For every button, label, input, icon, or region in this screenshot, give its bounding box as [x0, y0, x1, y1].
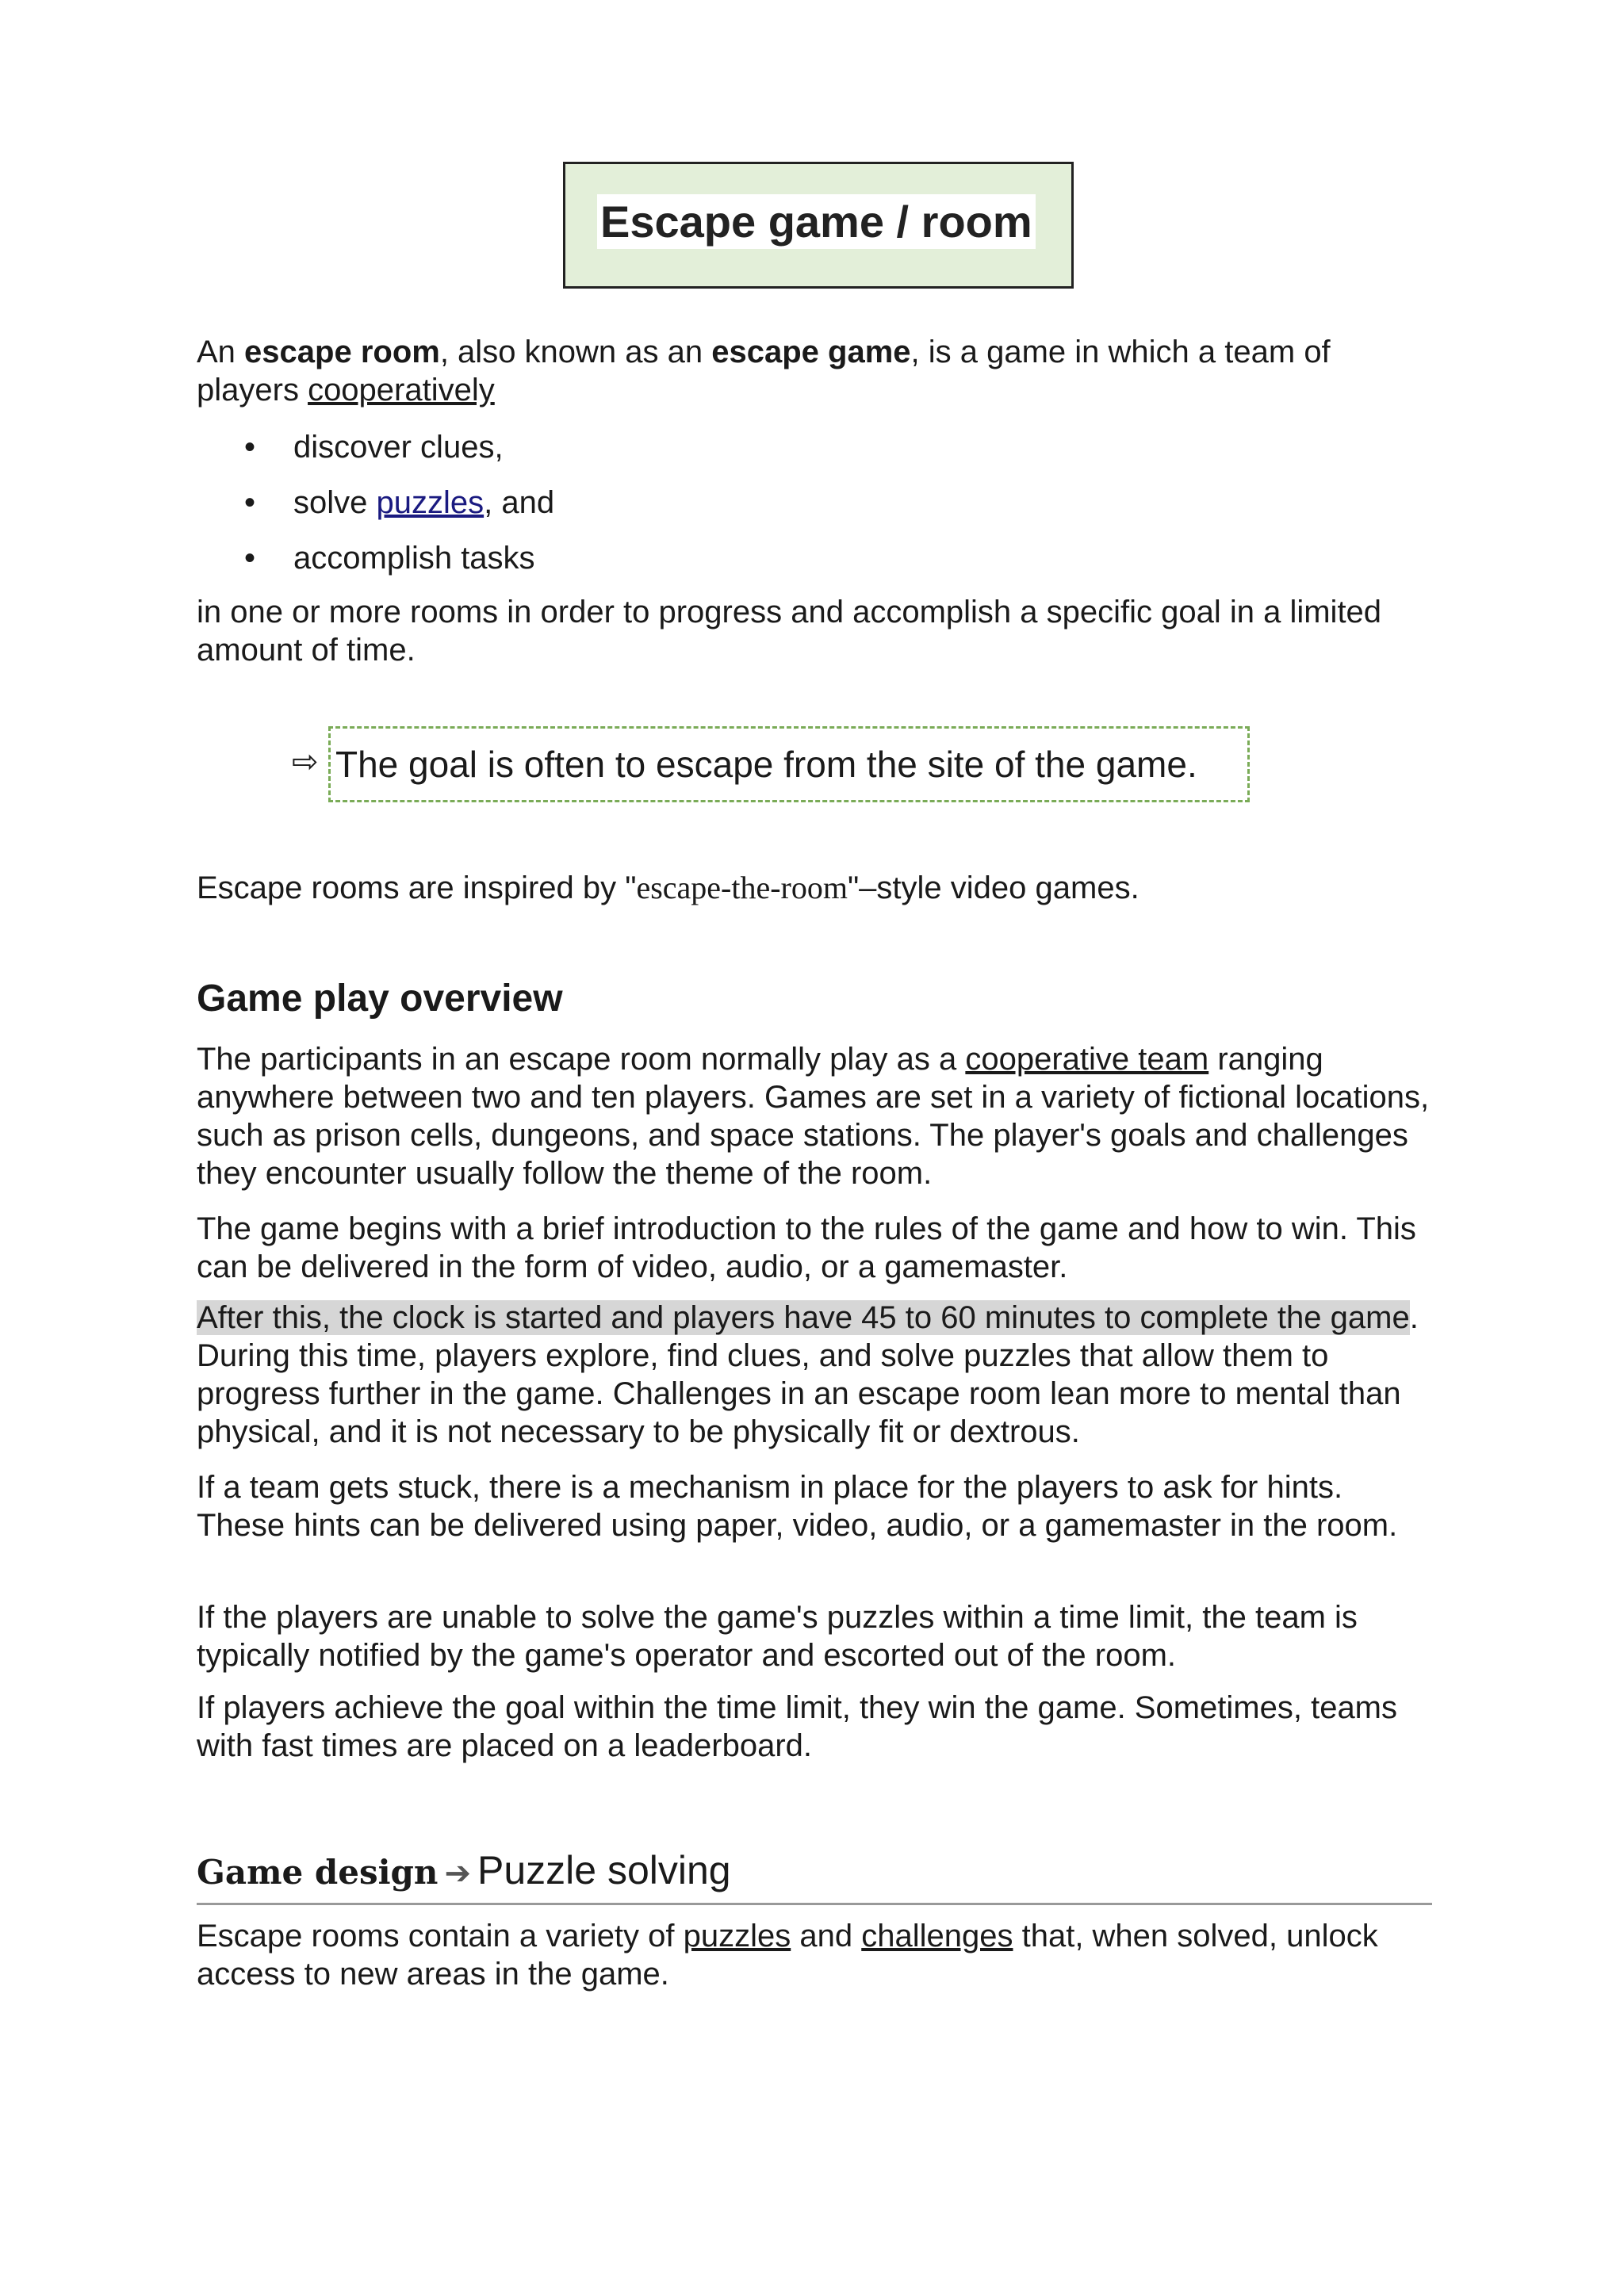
inspired-text: Escape rooms are inspired by "	[197, 871, 637, 905]
highlighted-text: After this, the clock is started and players have 45 to 60 minutes to complete the game	[197, 1300, 1410, 1335]
heading-part: Puzzle solving	[477, 1848, 731, 1892]
list-item-text: solve	[293, 485, 377, 520]
inspired-paragraph	[197, 869, 1434, 907]
callout-text: The goal is often to escape from the site of the game.	[335, 744, 1197, 785]
puzzles-link[interactable]: puzzles	[683, 1919, 791, 1954]
heading-part: Game design	[197, 1853, 439, 1892]
paragraph-text: Escape rooms contain a variety of	[197, 1919, 684, 1954]
goal-callout	[292, 726, 1410, 802]
list-item-text: , and	[484, 485, 555, 520]
paragraph-text: The participants in an escape room normally play as a	[197, 1042, 966, 1077]
callout-box	[328, 726, 1250, 802]
term-escape-room: escape room	[244, 335, 440, 369]
list-item: • accomplish tasks	[293, 539, 535, 577]
arrow-right-icon: ➔	[444, 1856, 471, 1891]
gameplay-paragraph-1	[197, 1040, 1434, 1192]
title-box	[563, 162, 1074, 289]
paragraph-text: and	[791, 1919, 862, 1954]
section-heading-gameplay: Game play overview	[197, 978, 563, 1020]
section-heading-game-design	[197, 1847, 1432, 1905]
right-arrow-icon: ⇨	[292, 744, 319, 779]
intro-text: , also known as an	[439, 335, 712, 369]
list-item	[293, 484, 554, 522]
list-item: • discover clues,	[293, 428, 504, 466]
gameplay-paragraph-5: If the players are unable to solve the game's puzzles within a time limit, the team is typically notified by the game's operator and escorted out of the room.	[197, 1600, 1358, 1673]
page-title: Escape game / room	[597, 194, 1036, 249]
gameplay-paragraph-4: If a team gets stuck, there is a mechanism in place for the players to ask for hints. These hints can be delivered using paper, video, audio, or a gamemaster in the room.	[197, 1470, 1398, 1543]
cooperatively-link[interactable]: cooperatively	[308, 373, 495, 408]
paragraph-text: . During this time, players explore, find clues, and solve puzzles that allow them to progress further in the game. Challenges in an escape room lean more to mental than physical, and it is not necessary to be physically fit or dextrous.	[197, 1300, 1419, 1449]
intro-text: An	[197, 335, 245, 369]
challenges-link[interactable]: challenges	[861, 1919, 1013, 1954]
term-escape-game: escape game	[711, 335, 911, 369]
intro-paragraph-2: in one or more rooms in order to progress and accomplish a specific goal in a limited amount of time.	[197, 595, 1382, 668]
intro-paragraph	[197, 333, 1434, 409]
inspired-term: escape-the-room	[636, 870, 848, 905]
cooperative-team-link[interactable]: cooperative team	[965, 1042, 1209, 1077]
intro-text: , is a game in which a team of players	[197, 335, 1331, 408]
inspired-text: "–style video games.	[847, 871, 1139, 905]
gameplay-paragraph-6: If players achieve the goal within the time limit, they win the game. Sometimes, teams with fast times are placed on a leaderboard.	[197, 1690, 1398, 1763]
paragraph-text: that, when solved, unlock access to new areas in the game.	[197, 1919, 1378, 1992]
gameplay-paragraph-2: The game begins with a brief introduction to the rules of the game and how to win. This can be delivered in the form of video, audio, or a gamemaster.	[197, 1211, 1416, 1284]
design-paragraph	[197, 1917, 1434, 1993]
gameplay-paragraph-3	[197, 1299, 1434, 1451]
paragraph-text: ranging anywhere between two and ten players. Games are set in a variety of fictional locations, such as prison cells, dungeons, and space stations. The player's goals and challenges they encounter usually follow the theme of the room.	[197, 1042, 1430, 1191]
puzzles-link[interactable]: puzzles	[376, 485, 485, 520]
